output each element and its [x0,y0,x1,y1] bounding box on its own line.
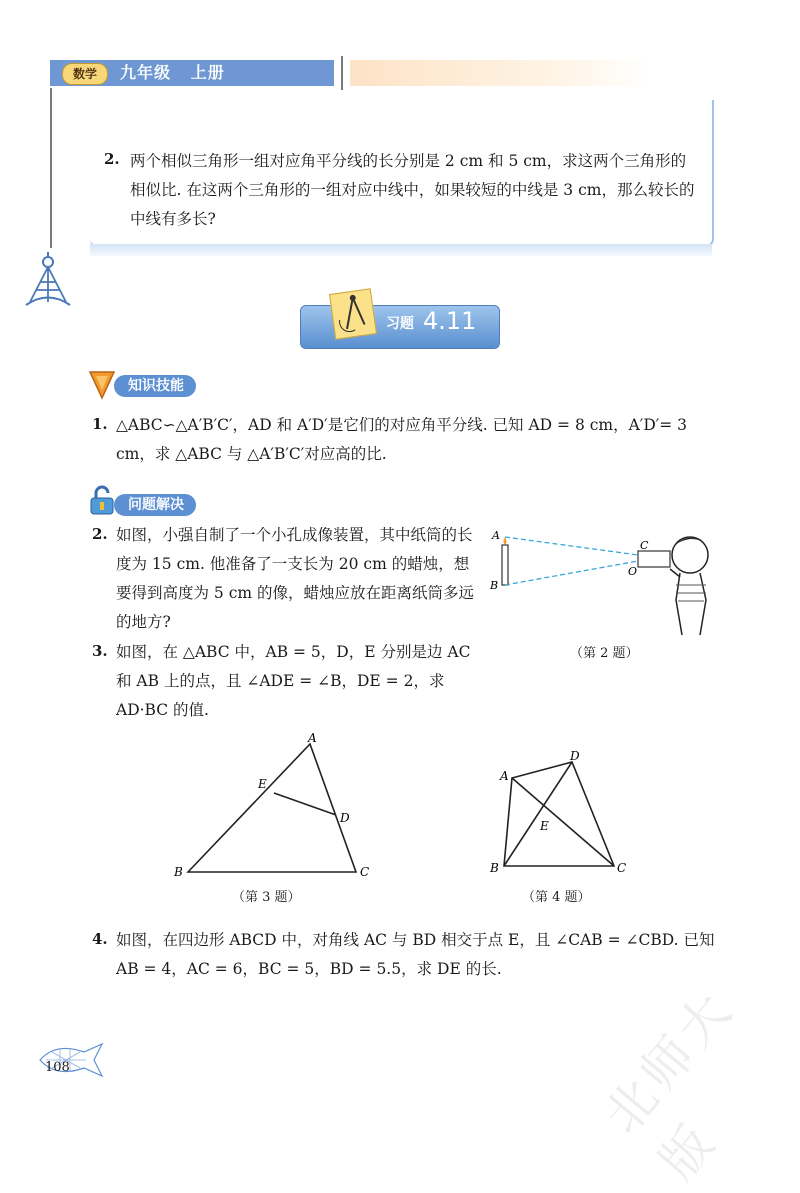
label-A: A [500,769,509,783]
label-C: C [360,865,370,879]
label-D: D [340,811,350,825]
boy-figure [670,537,708,635]
exercise-number: 4.11 [423,307,477,335]
subject-badge: 数学 [62,63,108,85]
section-problems: 问题解决 [114,494,196,516]
label-E: E [540,819,549,833]
question-text: 如图，在 △ABC 中，AB = 5，D，E 分别是边 AC 和 AB 上的点，且 ∠ADE = ∠B，DE = 2，求 AD·BC 的值. [116,643,471,719]
figure-caption: （第 2 题） [570,646,639,661]
candle [502,537,508,585]
section-skills: 知识技能 [114,375,196,397]
page-number: 108 [45,1060,70,1075]
question-text: △ABC∽△A′B′C′，AD 和 A′D′是它们的对应角平分线. 已知 AD = 8 cm，A′D′= 3 cm，求 △ABC 与 △A′B′C′对应高的比. [116,416,688,463]
continuation-number: 2. [104,150,120,168]
header-decoration [350,60,650,86]
paper-tube [638,551,670,567]
header-divider [341,56,343,90]
lock-icon [88,484,116,516]
tower-icon [22,250,74,308]
question-text: 如图，在四边形 ABCD 中，对角线 AC 与 BD 相交于点 E，且 ∠CAB = ∠CBD. 已知 AB = 4，AC = 6，BC = 5，BD = 5.5，求 DE 的长. [116,931,715,978]
question-number: 1. [92,415,108,433]
exercise-label: 习题 [386,316,414,332]
diagonal-AC [512,778,614,866]
pencil-icon [88,368,116,400]
label-C: C [640,539,649,552]
question-number: 4. [92,930,108,948]
figure-pinhole-camera [486,525,736,640]
question-text: 如图，小强自制了一个小孔成像装置，其中纸筒的长度为 15 cm. 他准备了一支长为 20 cm 的蜡烛，想要得到高度为 5 cm 的像，蜡烛应放在距离纸筒多远的地方? [116,526,475,631]
book-title: 九年级 上册 [120,63,225,82]
compass-note-icon [329,288,377,339]
margin-rule [50,88,52,248]
label-A: A [492,529,500,542]
figure-caption: （第 3 题） [232,890,301,905]
figure-triangle [170,730,400,880]
continuation-text: 两个相似三角形一组对应角平分线的长分别是 2 cm 和 5 cm，求这两个三角形的相似比. 在这两个三角形的一组对应中线中，如果较短的中线是 3 cm，那么较长的中线有多长? [130,152,695,228]
label-D: D [570,750,580,763]
question-number: 3. [92,642,108,660]
label-A: A [308,731,317,745]
label-B: B [174,865,183,879]
quadrilateral-ABCD [504,762,614,866]
ray-bottom [505,561,638,585]
figure-quadrilateral [480,750,640,880]
segment-DE [274,793,336,815]
label-B: B [490,861,499,875]
label-O: O [628,565,638,578]
ray-top [505,537,638,555]
figure-caption: （第 4 题） [522,890,591,905]
panel-shadow [90,244,712,256]
question-number: 2. [92,525,108,543]
publisher-watermark: 北师大版 [593,978,746,1191]
label-E: E [258,777,267,791]
triangle-ABC [188,744,356,872]
label-B: B [490,579,499,592]
label-C: C [617,861,627,875]
